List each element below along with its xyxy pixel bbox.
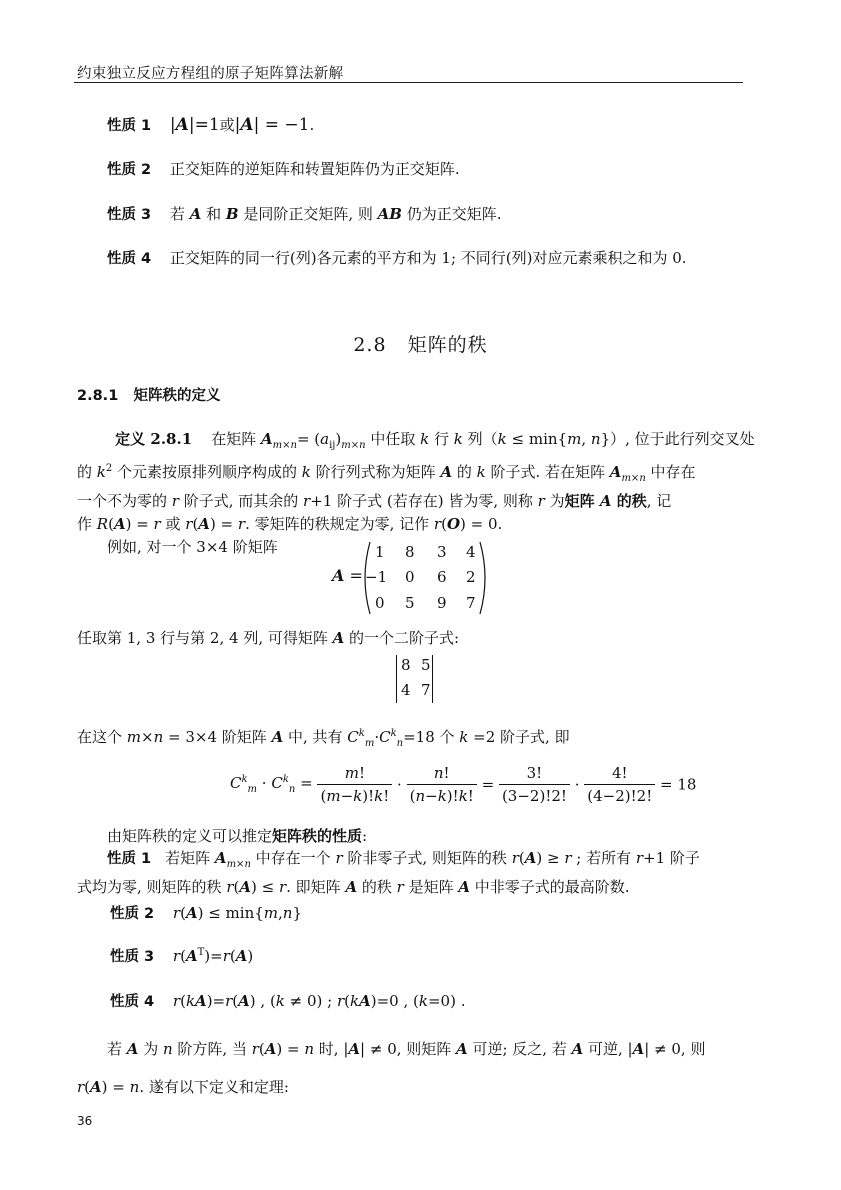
rank-property-2: 性质 2 r(A) ≤ min{m,n} xyxy=(110,904,303,922)
property-formula: r(A) ≤ min{m,n} xyxy=(172,904,303,922)
definition-line-4: 作 R(A) = r 或 r(A) = r. 零矩阵的秩规定为零, 记作 r(O) = 0. xyxy=(77,515,503,533)
rank-property-1-line-1: 性质 1 若矩阵 $A_{m\times n}$ 中存在一个 r 阶非零子式, 则矩阵的秩 r(A) ≥ r ; 若所有 r+1 阶子 xyxy=(107,849,700,870)
minor-cell: 7 xyxy=(421,681,431,699)
matrix-cell: 5 xyxy=(405,594,415,612)
combination-formula: $C^k_m \cdot C^k_n$ = $\frac{m!}{(m-k)!k!}$ · $\frac{n!}{(n-k)!k!}$ = $\frac{3!}{(3-2)!2!}$ · $\frac{4!}{(4-2)!2!}$ = 18 xyxy=(230,764,697,805)
page-number: 36 xyxy=(77,1114,93,1128)
property-formula-a: |A|=1 xyxy=(169,115,220,135)
closing-paragraph xyxy=(77,1030,742,1106)
property-text: 正交矩阵的同一行(列)各元素的平方和为 1; 不同行(列)对应元素乘积之和为 0. xyxy=(169,249,687,267)
determinant-bar-right xyxy=(432,655,433,703)
running-header: 约束独立反应方程组的原子矩阵算法新解 xyxy=(77,66,344,82)
property-label: 性质 1 xyxy=(107,118,152,134)
minor-cell: 4 xyxy=(401,681,411,699)
property-text: 若 A 和 B 是同阶正交矩阵, 则 AB 仍为正交矩阵. xyxy=(169,205,502,223)
matrix-cell: 2 xyxy=(466,568,476,586)
subsection-number: 2.8.1 xyxy=(77,388,119,404)
matrix-name: A = xyxy=(332,566,363,585)
section-number: 2.8 xyxy=(353,334,387,356)
closing-line-1: 若 A 为 n 阶方阵, 当 r(A) = n 时, |A| ≠ 0, 则矩阵 A 可逆; 反之, 若 A 可逆, |A| ≠ 0, 则 xyxy=(107,1040,706,1058)
rank-property-3: 性质 3 $r(A^T)=r(A)$ xyxy=(110,947,254,965)
property-formula: $r(A^T)=r(A)$ xyxy=(172,947,254,965)
orth-property-3 xyxy=(107,203,502,224)
definition-label: 定义 2.8.1 xyxy=(115,430,193,448)
property-label: 性质 3 xyxy=(107,207,152,223)
rank-property-1-line-2: 式均为零, 则矩阵的秩 r(A) ≤ r. 即矩阵 A 的秩 r 是矩阵 A 中非零子式的最高阶数. xyxy=(77,878,630,896)
orth-property-1: 性质 1 |A|=1或|A| = −1. xyxy=(107,115,315,135)
count-text: 在这个 m×n = 3×4 阶矩阵 A 中, 共有 $C^k_m\cdot C^k_n=18$ 个 k =2 阶子式, 即 xyxy=(77,728,570,749)
rank-properties-intro: 由矩阵秩的定义可以推定矩阵秩的性质: xyxy=(107,827,368,845)
formula-result: 18 xyxy=(677,775,697,794)
section-heading xyxy=(0,330,841,357)
matrix-cell: 3 xyxy=(437,543,447,561)
orth-property-2 xyxy=(107,158,460,179)
property-label: 性质 2 xyxy=(107,162,152,178)
matrix-cell: 0 xyxy=(375,594,385,612)
determinant-bar-left xyxy=(396,655,397,703)
subsection-heading xyxy=(77,384,220,405)
example-intro: 例如, 对一个 3×4 阶矩阵 xyxy=(107,538,278,556)
orth-property-4 xyxy=(107,247,687,268)
property-formula: r(kA)=r(A) , (k ≠ 0) ; r(kA)=0 , (k=0) . xyxy=(172,992,466,1010)
minor-text: 任取第 1, 3 行与第 2, 4 列, 可得矩阵 A 的一个二阶子式: xyxy=(77,629,460,647)
minor-cell: 8 xyxy=(401,656,411,674)
rank-property-4: 性质 4 r(kA)=r(A) , (k ≠ 0) ; r(kA)=0 , (k=0) . xyxy=(110,992,466,1010)
property-mid: 或 xyxy=(219,116,235,134)
matrix-cell: −1 xyxy=(365,568,388,586)
definition-line-1: 定义 2.8.1 在矩阵 $A_{m\times n}= (a_{ij})_{m\times n}$ 中任取 k 行 k 列（k ≤ min{m, n}）, 位于此行列交叉处 xyxy=(115,430,755,451)
matrix-cell: 4 xyxy=(466,543,476,561)
matrix-cell: 1 xyxy=(375,543,385,561)
matrix-cell: 8 xyxy=(405,543,415,561)
subsection-title: 矩阵秩的定义 xyxy=(133,388,221,404)
definition-line-3: 一个不为零的 r 阶子式, 而其余的 r+1 阶子式 (若存在) 皆为零, 则称 r 为矩阵 A 的秩, 记 xyxy=(77,492,672,510)
closing-line-2: r(A) = n. 遂有以下定义和定理: xyxy=(77,1078,289,1096)
property-text: 正交矩阵的逆矩阵和转置矩阵仍为正交矩阵. xyxy=(169,160,460,178)
matrix-cell: 9 xyxy=(437,594,447,612)
minor-cell: 5 xyxy=(421,656,431,674)
matrix-cell: 7 xyxy=(466,594,476,612)
section-title: 矩阵的秩 xyxy=(407,334,488,356)
matrix-cell: 0 xyxy=(405,568,415,586)
rank-property-1 xyxy=(77,847,742,899)
matrix-cell: 6 xyxy=(437,568,447,586)
property-label: 性质 4 xyxy=(107,251,152,267)
header-rule xyxy=(74,82,743,83)
property-formula-b: |A| = −1 xyxy=(234,115,310,135)
definition-line-2: 的 $k^2$ 个元素按原排列顺序构成的 k 阶行列式称为矩阵 A 的 k 阶子式. 若在矩阵 $A_{m\times n}$ 中存在 xyxy=(77,463,696,484)
